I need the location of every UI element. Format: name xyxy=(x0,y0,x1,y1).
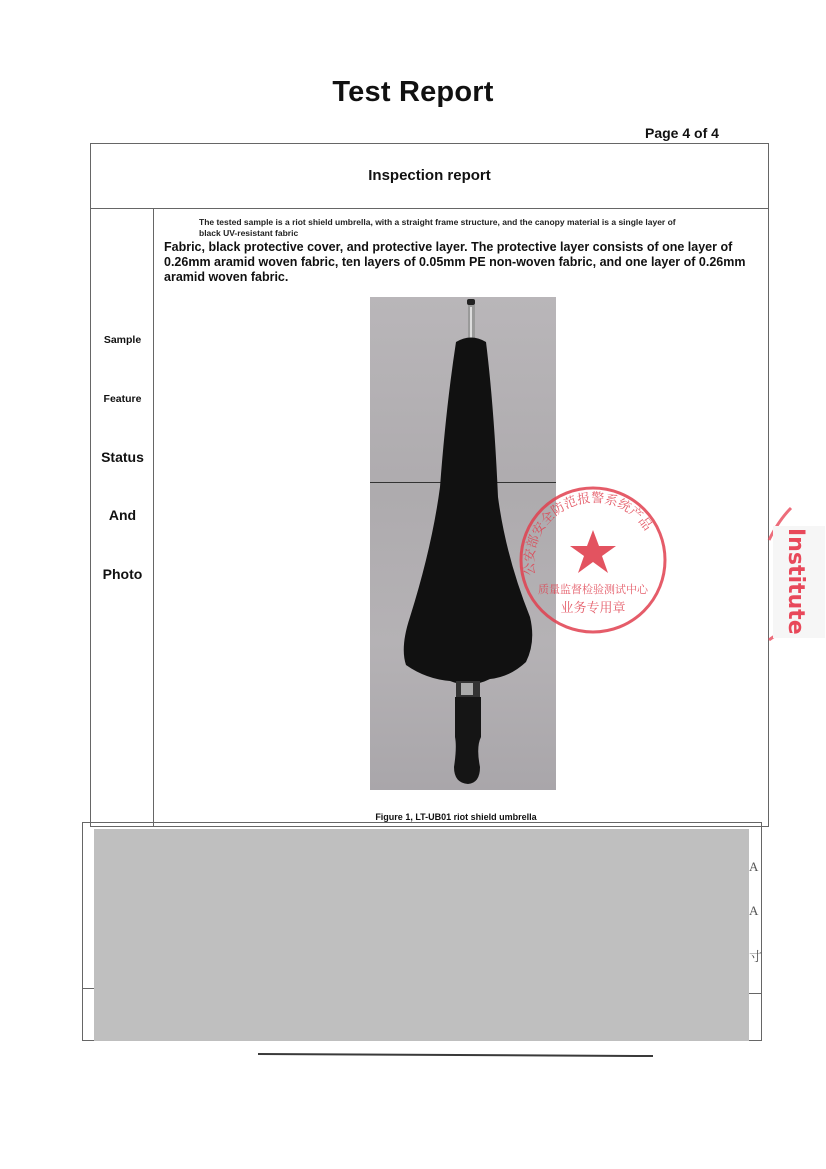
redaction-edge-char: 寸 xyxy=(749,949,763,964)
row-label-feature: Feature xyxy=(103,393,142,405)
row-label-photo: Photo xyxy=(102,566,143,582)
institute-side-mark xyxy=(765,500,825,650)
sample-description-large: Fabric, black protective cover, and protective layer. The protective layer consists of one layer of 0.26mm aramid woven fabric, ten layers of 0.05mm PE non-woven fabric, and one layer of 0.26mm aramid woven fabric. xyxy=(164,240,746,284)
stamp-outer-text: 公安部安全防范报警系统产品 xyxy=(522,490,655,577)
figure-caption: Figure 1, LT-UB01 riot shield umbrella xyxy=(375,812,537,822)
row-label-status: Status xyxy=(101,449,144,465)
section-heading: Inspection report xyxy=(368,167,491,184)
footer-rule xyxy=(258,1053,653,1057)
institute-text: Institute xyxy=(783,528,808,635)
row-label-and: And xyxy=(108,507,137,523)
report-title: Test Report xyxy=(332,76,494,108)
row-label-sample: Sample xyxy=(103,334,142,346)
description-line-2: black UV-resistant fabric xyxy=(199,228,299,238)
stamp-inner-text: 质量监督检验测试中心 xyxy=(538,583,648,596)
official-seal-stamp xyxy=(513,480,673,640)
page-indicator: Page 4 of 4 xyxy=(645,125,719,141)
sample-description-small xyxy=(199,217,774,239)
redacted-block xyxy=(94,829,749,1041)
table-header-row xyxy=(91,144,768,209)
description-line-1: The tested sample is a riot shield umbrella, with a straight frame structure, and the canopy material is a single layer of xyxy=(199,217,676,227)
redaction-edge-char: A xyxy=(749,859,759,874)
redaction-edge-char: A xyxy=(749,903,759,918)
row-label-column xyxy=(91,209,154,826)
stamp-bottom-text: 业务专用章 xyxy=(560,601,626,616)
